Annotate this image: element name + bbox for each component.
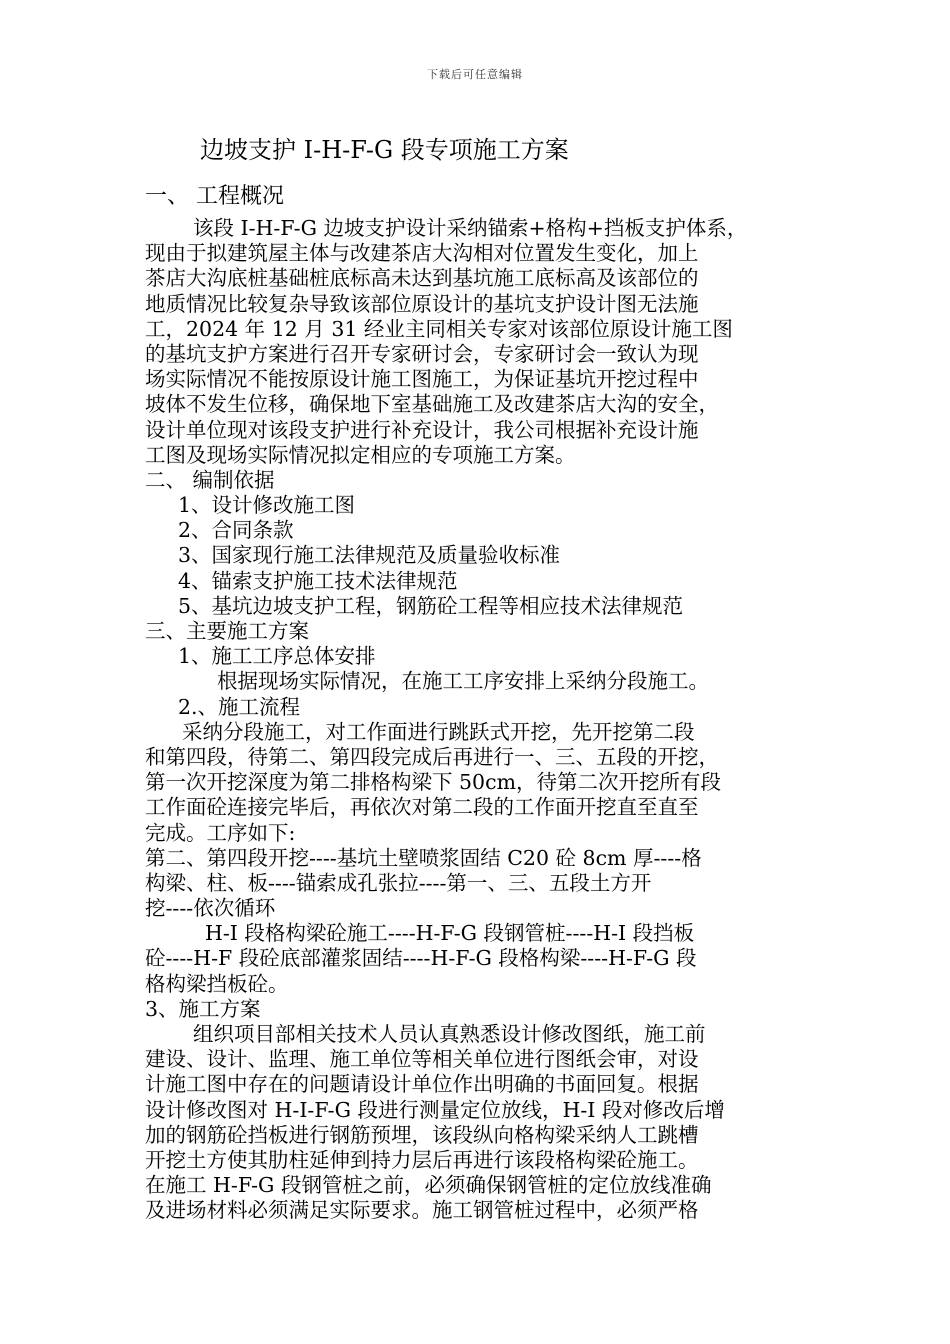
paragraph-line: 设计修改图对 H-I-F-G 段进行测量定位放线，H-I 段对修改后增	[145, 1097, 725, 1122]
paragraph-line: H-I 段格构梁砼施工----H-F-G 段钢管桩----H-I 段挡板	[205, 921, 695, 946]
paragraph-line: 5、基坑边坡支护工程，钢筋砼工程等相应技术法律规范	[178, 593, 684, 618]
paragraph-line: 格构梁挡板砼。	[145, 971, 289, 996]
page-header-note: 下载后可任意编辑	[427, 68, 523, 81]
paragraph-line: 及进场材料必须满足实际要求。施工钢管桩过程中，必须严格	[145, 1198, 699, 1223]
paragraph-line: 茶店大沟底桩基础桩底标高未达到基坑施工底标高及该部位的	[145, 266, 699, 291]
paragraph-line: 4、锚索支护施工技术法律规范	[178, 568, 458, 593]
paragraph-line: 和第四段，待第二、第四段完成后再进行一、三、五段的开挖，	[145, 744, 719, 769]
paragraph-line: 地质情况比较复杂导致该部位原设计的基坑支护设计图无法施	[145, 291, 699, 316]
paragraph-line: 三、主要施工方案	[145, 619, 309, 643]
paragraph-line: 采纳分段施工，对工作面进行跳跃式开挖，先开挖第二段	[182, 719, 695, 744]
paragraph-line: 组织项目部相关技术人员认真熟悉设计修改图纸，施工前	[193, 1022, 706, 1046]
document-title: 边坡支护 I-H-F-G 段专项施工方案	[200, 136, 569, 164]
document-body	[145, 182, 805, 1224]
paragraph-line: 1、施工工序总体安排	[178, 644, 376, 669]
paragraph-line: 砼----H-F 段砼底部灌浆固结----H-F-G 段格构梁----H-F-G 段	[145, 946, 697, 971]
paragraph-line: 3、国家现行施工法律规范及质量验收标准	[178, 543, 561, 568]
paragraph-line: 该段 I-H-F-G 边坡支护设计采纳锚索+格构+挡板支护体系，	[193, 216, 748, 240]
paragraph-line: 工，2024 年 12 月 31 经业主同相关专家对该部位原设计施工图	[145, 316, 733, 341]
paragraph-line: 计施工图中存在的问题请设计单位作出明确的书面回复。根据	[145, 1072, 699, 1097]
paragraph-line: 设计单位现对该段支护进行补充设计，我公司根据补充设计施	[145, 417, 699, 442]
paragraph-line: 第一次开挖深度为第二排格构梁下 50cm，待第二次开挖所有段	[145, 770, 722, 795]
paragraph-line: 的基坑支护方案进行召开专家研讨会，专家研讨会一致认为现	[145, 341, 699, 366]
paragraph-line: 3、施工方案	[145, 996, 261, 1021]
paragraph-line: 坡体不发生位移，确保地下室基础施工及改建茶店大沟的安全，	[145, 392, 719, 417]
paragraph-line: 工图及现场实际情况拟定相应的专项施工方案。	[145, 442, 576, 467]
paragraph-line: 完成。工序如下:	[145, 820, 296, 845]
paragraph-line: 2.、施工流程	[178, 694, 301, 719]
paragraph-line: 2、合同条款	[178, 518, 294, 543]
paragraph-line: 场实际情况不能按原设计施工图施工，为保证基坑开挖过程中	[145, 367, 699, 392]
paragraph-line: 挖----依次循环	[145, 896, 276, 921]
paragraph-line: 工作面砼连接完毕后，再依次对第二段的工作面开挖直至直至	[145, 795, 699, 820]
paragraph-line: 建设、设计、监理、施工单位等相关单位进行图纸会审，对设	[145, 1047, 699, 1072]
paragraph-line: 加的钢筋砼挡板进行钢筋预埋，该段纵向格构梁采纳人工跳槽	[145, 1122, 699, 1147]
paragraph-line: 根据现场实际情况，在施工工序安排上采纳分段施工。	[217, 669, 709, 694]
paragraph-line: 1、设计修改施工图	[178, 493, 356, 518]
paragraph-line: 现由于拟建筑屋主体与改建茶店大沟相对位置发生变化，加上	[145, 241, 699, 266]
paragraph-line: 构梁、柱、板----锚索成孔张拉----第一、三、五段土方开	[145, 870, 652, 895]
paragraph-line: 一、 工程概况	[145, 184, 284, 209]
paragraph-line: 第二、第四段开挖----基坑土壁喷浆固结 C20 砼 8cm 厚----格	[145, 845, 702, 870]
paragraph-line: 开挖土方使其肋柱延伸到持力层后再进行该段格构梁砼施工。	[145, 1147, 699, 1172]
paragraph-line: 在施工 H-F-G 段钢管桩之前，必须确保钢管桩的定位放线准确	[145, 1173, 712, 1198]
paragraph-line: 二、 编制依据	[145, 467, 275, 492]
